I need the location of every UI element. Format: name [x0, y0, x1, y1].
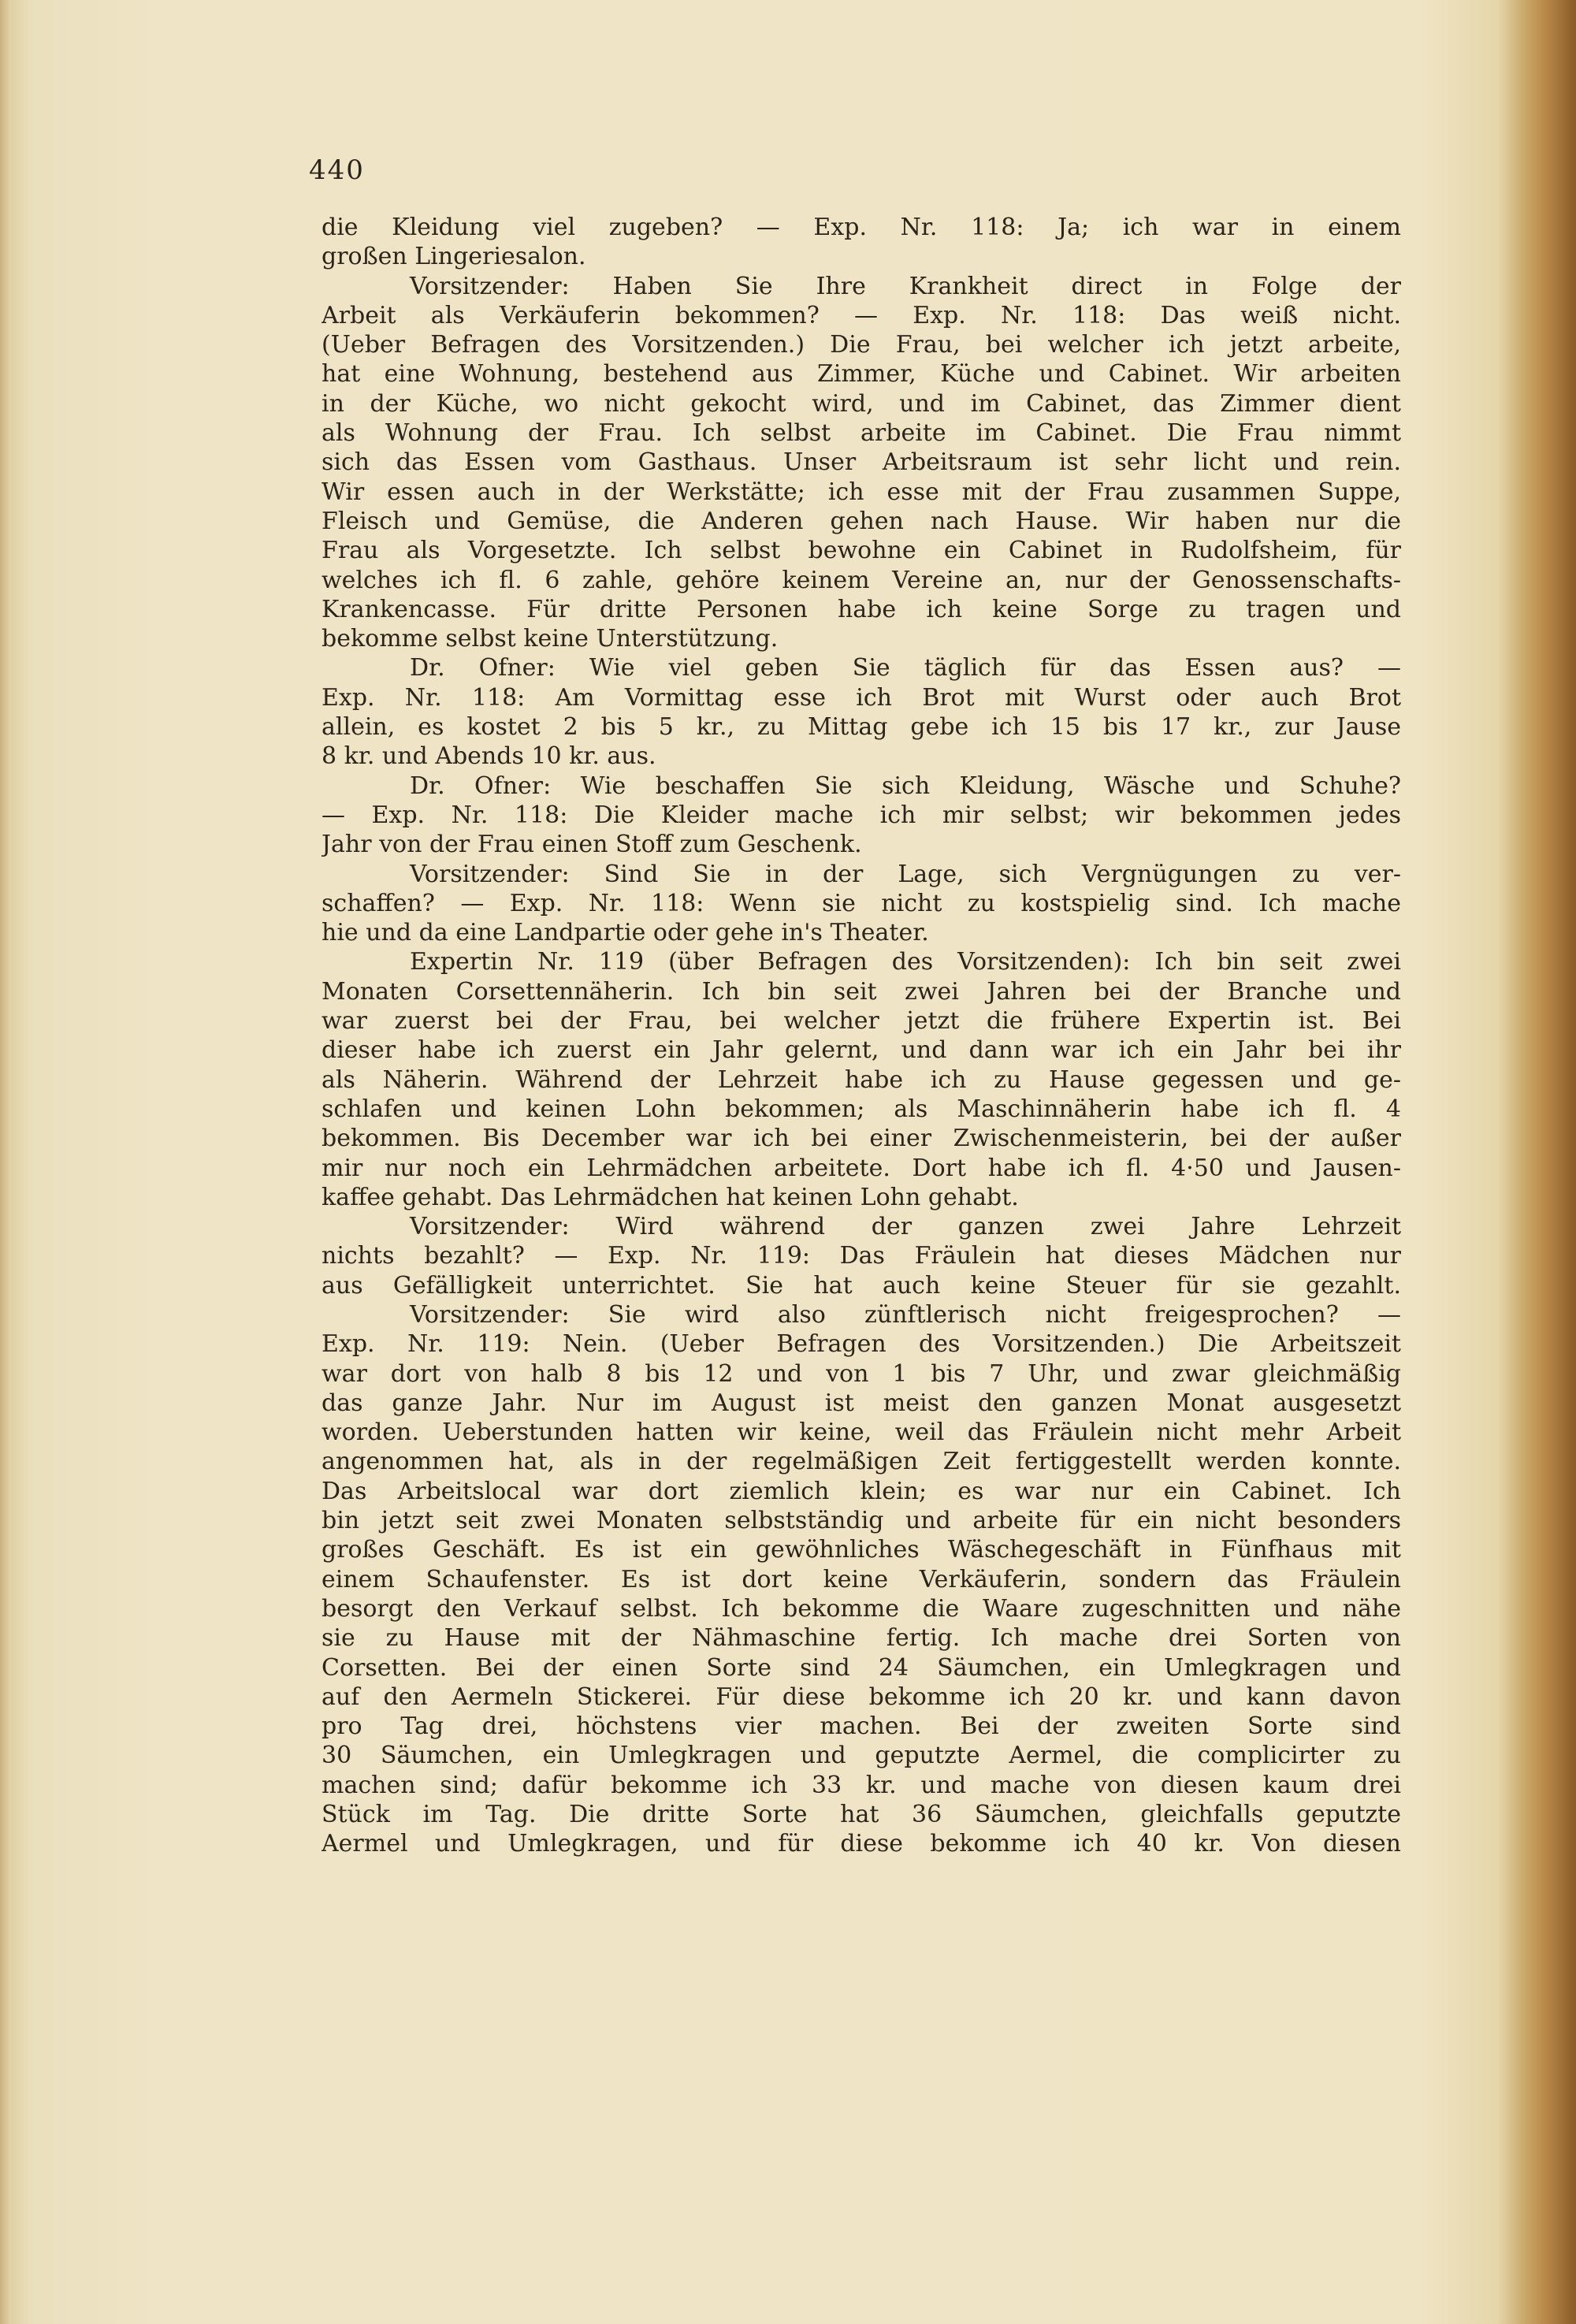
text-line: Monaten Corsettennäherin. Ich bin seit zwei Jahren bei der Branche und: [322, 977, 1401, 1006]
text-line: besorgt den Verkauf selbst. Ich bekomme die Waare zugeschnitten und nähe: [322, 1594, 1401, 1623]
text-line: nichts bezahlt? — Exp. Nr. 119: Das Fräulein hat dieses Mädchen nur: [322, 1242, 1401, 1270]
text-line: als Wohnung der Frau. Ich selbst arbeite im Cabinet. Die Frau nimmt: [322, 419, 1401, 448]
text-line: Das Arbeitslocal war dort ziemlich klein; es war nur ein Cabinet. Ich: [322, 1477, 1401, 1505]
text-line: Frau als Vorgesetzte. Ich selbst bewohne ein Cabinet in Rudolfsheim, für: [322, 537, 1401, 565]
text-line: als Näherin. Während der Lehrzeit habe ich zu Hause gegessen und ge-: [322, 1065, 1401, 1094]
text-line: pro Tag drei, höchstens vier machen. Bei der zweiten Sorte sind: [322, 1712, 1401, 1741]
text-line: Exp. Nr. 119: Nein. (Ueber Befragen des Vorsitzenden.) Die Arbeitszeit: [322, 1330, 1401, 1359]
text-line: Vorsitzender: Haben Sie Ihre Krankheit direct in Folge der: [410, 272, 1401, 300]
text-line: 30 Säumchen, ein Umlegkragen und geputzte Aermel, die complicirter zu: [322, 1742, 1401, 1770]
text-line: Fleisch und Gemüse, die Anderen gehen nach Hause. Wir haben nur die: [322, 507, 1401, 535]
text-line: Vorsitzender: Sie wird also zünftlerisch nicht freigesprochen? —: [410, 1300, 1401, 1329]
text-line: Aermel und Umlegkragen, und für diese bekomme ich 40 kr. Von diesen: [322, 1830, 1401, 1858]
text-line: großes Geschäft. Es ist ein gewöhnliches Wäschegeschäft in Fünfhaus mit: [322, 1536, 1401, 1564]
text-line: hie und da eine Landpartie oder gehe in's Theater.: [322, 919, 929, 947]
text-line: war zuerst bei der Frau, bei welcher jetzt die frühere Expertin ist. Bei: [322, 1007, 1401, 1036]
text-line: bekomme selbst keine Unterstützung.: [322, 625, 779, 653]
text-line: — Exp. Nr. 118: Die Kleider mache ich mir selbst; wir bekommen jedes: [322, 801, 1401, 829]
text-line: Dr. Ofner: Wie viel geben Sie täglich für das Essen aus? —: [410, 654, 1401, 682]
text-line: Corsetten. Bei der einen Sorte sind 24 Säumchen, ein Umlegkragen und: [322, 1653, 1401, 1682]
text-line: dieser habe ich zuerst ein Jahr gelernt, und dann war ich ein Jahr bei ihr: [322, 1036, 1401, 1065]
text-line: Wir essen auch in der Werkstätte; ich esse mit der Frau zusammen Suppe,: [322, 478, 1401, 506]
text-line: schaffen? — Exp. Nr. 118: Wenn sie nicht zu kostspielig sind. Ich mache: [322, 889, 1401, 917]
text-line: mir nur noch ein Lehrmädchen arbeitete. Dort habe ich fl. 4·50 und Jausen-: [322, 1154, 1401, 1182]
text-line: Vorsitzender: Wird während der ganzen zwei Jahre Lehrzeit: [410, 1213, 1401, 1241]
text-line: Stück im Tag. Die dritte Sorte hat 36 Säumchen, gleichfalls geputzte: [322, 1801, 1401, 1829]
text-line: in der Küche, wo nicht gekocht wird, und im Cabinet, das Zimmer dient: [322, 389, 1401, 418]
text-line: die Kleidung viel zugeben? — Exp. Nr. 118: Ja; ich war in einem: [322, 214, 1401, 241]
text-line: aus Gefälligkeit unterrichtet. Sie hat auch keine Steuer für sie gezahlt.: [322, 1271, 1401, 1300]
text-line: bin jetzt seit zwei Monaten selbstständig und arbeite für ein nicht besonders: [322, 1507, 1401, 1535]
text-line: großen Lingeriesalon.: [322, 243, 586, 271]
text-line: das ganze Jahr. Nur im August ist meist den ganzen Monat ausgesetzt: [322, 1389, 1401, 1417]
text-line: war dort von halb 8 bis 12 und von 1 bis 7 Uhr, und zwar gleichmäßig: [322, 1359, 1401, 1388]
text-line: schlafen und keinen Lohn bekommen; als Maschinnäherin habe ich fl. 4: [322, 1095, 1401, 1123]
text-line: welches ich fl. 6 zahle, gehöre keinem Vereine an, nur der Genossenschafts-: [322, 566, 1401, 594]
text-line: Expertin Nr. 119 (über Befragen des Vorsitzenden): Ich bin seit zwei: [410, 948, 1401, 976]
text-line: Vorsitzender: Sind Sie in der Lage, sich Vergnügungen zu ver-: [410, 860, 1401, 888]
text-line: allein, es kostet 2 bis 5 kr., zu Mittag gebe ich 15 bis 17 kr., zur Jause: [322, 713, 1401, 742]
text-line: (Ueber Befragen des Vorsitzenden.) Die Frau, bei welcher ich jetzt arbeite,: [322, 331, 1401, 359]
text-line: sich das Essen vom Gasthaus. Unser Arbeitsraum ist sehr licht und rein.: [322, 448, 1401, 477]
text-line: Krankencasse. Für dritte Personen habe ich keine Sorge zu tragen und: [322, 595, 1401, 623]
text-line: auf den Aermeln Stickerei. Für diese bekomme ich 20 kr. und kann davon: [322, 1683, 1401, 1711]
text-line: sie zu Hause mit der Nähmaschine fertig. Ich mache drei Sorten von: [322, 1624, 1401, 1653]
text-line: kaffee gehabt. Das Lehrmädchen hat keinen Lohn gehabt.: [322, 1183, 1019, 1211]
text-line: worden. Ueberstunden hatten wir keine, weil das Fräulein nicht mehr Arbeit: [322, 1419, 1401, 1447]
text-line: einem Schaufenster. Es ist dort keine Verkäuferin, sondern das Fräulein: [322, 1565, 1401, 1593]
text-line: angenommen hat, als in der regelmäßigen Zeit fertiggestellt werden konnte.: [322, 1448, 1401, 1476]
text-line: Jahr von der Frau einen Stoff zum Geschenk.: [322, 831, 862, 859]
text-line: Exp. Nr. 118: Am Vormittag esse ich Brot mit Wurst oder auch Brot: [322, 683, 1401, 712]
text-line: Arbeit als Verkäuferin bekommen? — Exp. Nr. 118: Das weiß nicht.: [322, 301, 1401, 329]
text-line: Dr. Ofner: Wie beschaffen Sie sich Kleidung, Wäsche und Schuhe?: [410, 772, 1401, 800]
page-number: 440: [309, 154, 365, 186]
text-line: machen sind; dafür bekomme ich 33 kr. und mache von diesen kaum drei: [322, 1771, 1401, 1799]
text-line: bekommen. Bis December war ich bei einer Zwischenmeisterin, bei der außer: [322, 1125, 1401, 1153]
body-text: [322, 213, 1401, 1859]
text-line: hat eine Wohnung, bestehend aus Zimmer, Küche und Cabinet. Wir arbeiten: [322, 360, 1401, 389]
text-line: 8 kr. und Abends 10 kr. aus.: [322, 742, 656, 771]
